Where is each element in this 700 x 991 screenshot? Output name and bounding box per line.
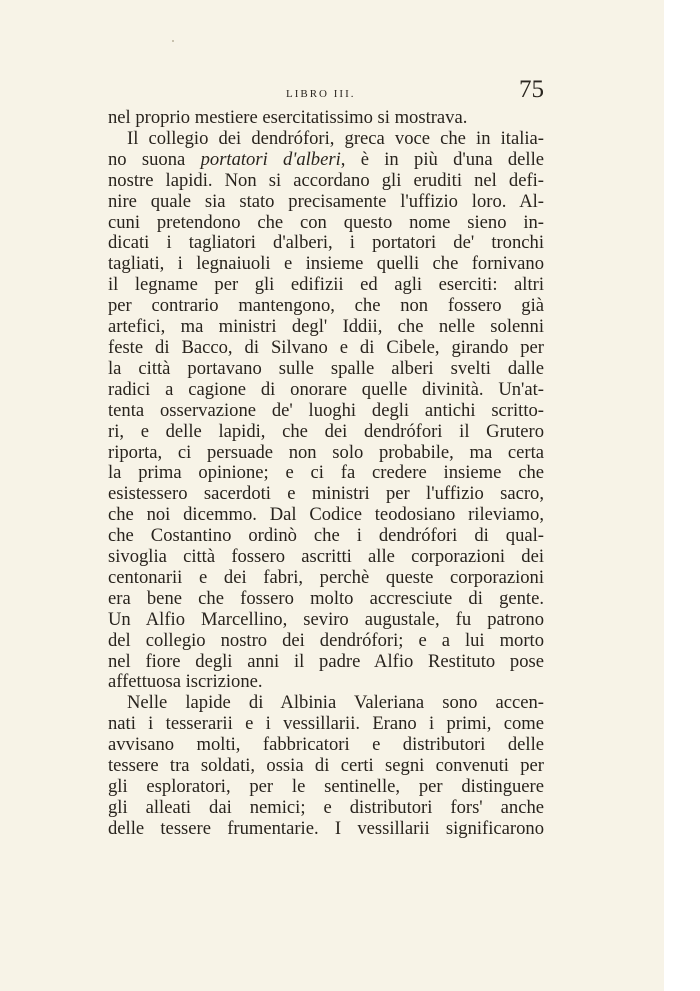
text-line: nire quale sia stato precisamente l'uffizio loro. Al- xyxy=(108,190,544,212)
text-line: artefici, ma ministri degl' Iddii, che nelle solenni xyxy=(108,316,544,338)
text-fragment: , è in più d'una delle xyxy=(340,148,545,170)
text-line: Un Alfio Marcellino, seviro augustale, fu patrono xyxy=(108,608,544,630)
text-line: gli esploratori, per le sentinelle, per distinguere xyxy=(108,776,544,797)
text-line: Nelle lapide di Albinia Valeriana sono accen- xyxy=(127,692,544,714)
text-line: del collegio nostro dei dendrófori; e a lui morto xyxy=(108,629,544,651)
text-line-with-italic xyxy=(108,150,544,171)
text-line: il legname per gli edifizii ed agli eserciti: altri xyxy=(108,274,544,296)
body-text xyxy=(108,108,544,840)
text-line: la città portavano sulle spalle alberi svelti dalle xyxy=(108,357,544,379)
text-line: avvisano molti, fabbricatori e distributori delle xyxy=(108,734,544,756)
text-line: nel proprio mestiere esercitatissimo si mostrava. xyxy=(108,107,468,128)
text-line: dicati i tagliatori d'alberi, i portatori de' tronchi xyxy=(108,232,544,254)
text-line: esistessero sacerdoti e ministri per l'uffizio sacro, xyxy=(108,483,544,505)
running-head: LIBRO III. xyxy=(286,88,356,100)
text-line: gli alleati dai nemici; e distributori fors' anche xyxy=(108,796,544,818)
text-fragment: no suona xyxy=(108,148,186,170)
paragraph-1 xyxy=(108,108,544,129)
text-line: che Costantino ordinò che i dendrófori di qual- xyxy=(108,525,544,547)
text-line: ri, e delle lapidi, che dei dendrófori il Grutero xyxy=(108,420,544,442)
text-line: centonarii e dei fabri, perchè queste corporazioni xyxy=(108,566,544,588)
page-number: 75 xyxy=(519,76,544,103)
paragraph-2 xyxy=(108,129,544,693)
text-line: Il collegio dei dendrófori, greca voce che in italia- xyxy=(127,127,544,149)
text-line: delle tessere frumentarie. I vessillarii significarono xyxy=(108,817,544,839)
text-line: radici a cagione di onorare quelle divinità. Un'at- xyxy=(108,378,544,400)
paragraph-3 xyxy=(108,693,544,839)
text-line: tessere tra soldati, ossia di certi segni convenuti per xyxy=(108,755,544,777)
text-line: per contrario mantengono, che non fossero già xyxy=(108,295,544,317)
text-line: affettuosa iscrizione. xyxy=(108,671,263,693)
paper-speck xyxy=(172,40,174,42)
text-line: era bene che fossero molto accresciute di gente. xyxy=(108,587,544,609)
text-line: tenta osservazione de' luoghi degli antichi scritto- xyxy=(108,399,544,421)
text-line: la prima opinione; e ci fa credere insieme che xyxy=(108,462,544,484)
scan-margin xyxy=(664,0,700,991)
text-line: cuni pretendono che con questo nome sieno in- xyxy=(108,211,544,233)
text-line: feste di Bacco, di Silvano e di Cibele, girando per xyxy=(108,336,544,358)
text-line: sivoglia città fossero ascritti alle corporazioni dei xyxy=(108,546,544,568)
page-header xyxy=(108,76,544,106)
text-line: nel fiore degli anni il padre Alfio Restituto pose xyxy=(108,650,544,672)
text-line: tagliati, i legnaiuoli e insieme quelli che fornivano xyxy=(108,253,544,275)
text-line: nostre lapidi. Non si accordano gli eruditi nel defi- xyxy=(108,169,544,191)
text-line: riporta, ci persuade non solo probabile, ma certa xyxy=(108,441,544,463)
italic-phrase: portatori d'alberi xyxy=(200,148,341,170)
text-line: nati i tesserarii e i vessillarii. Erano i primi, come xyxy=(108,713,544,735)
text-line: che noi dicemmo. Dal Codice teodosiano rileviamo, xyxy=(108,504,544,526)
